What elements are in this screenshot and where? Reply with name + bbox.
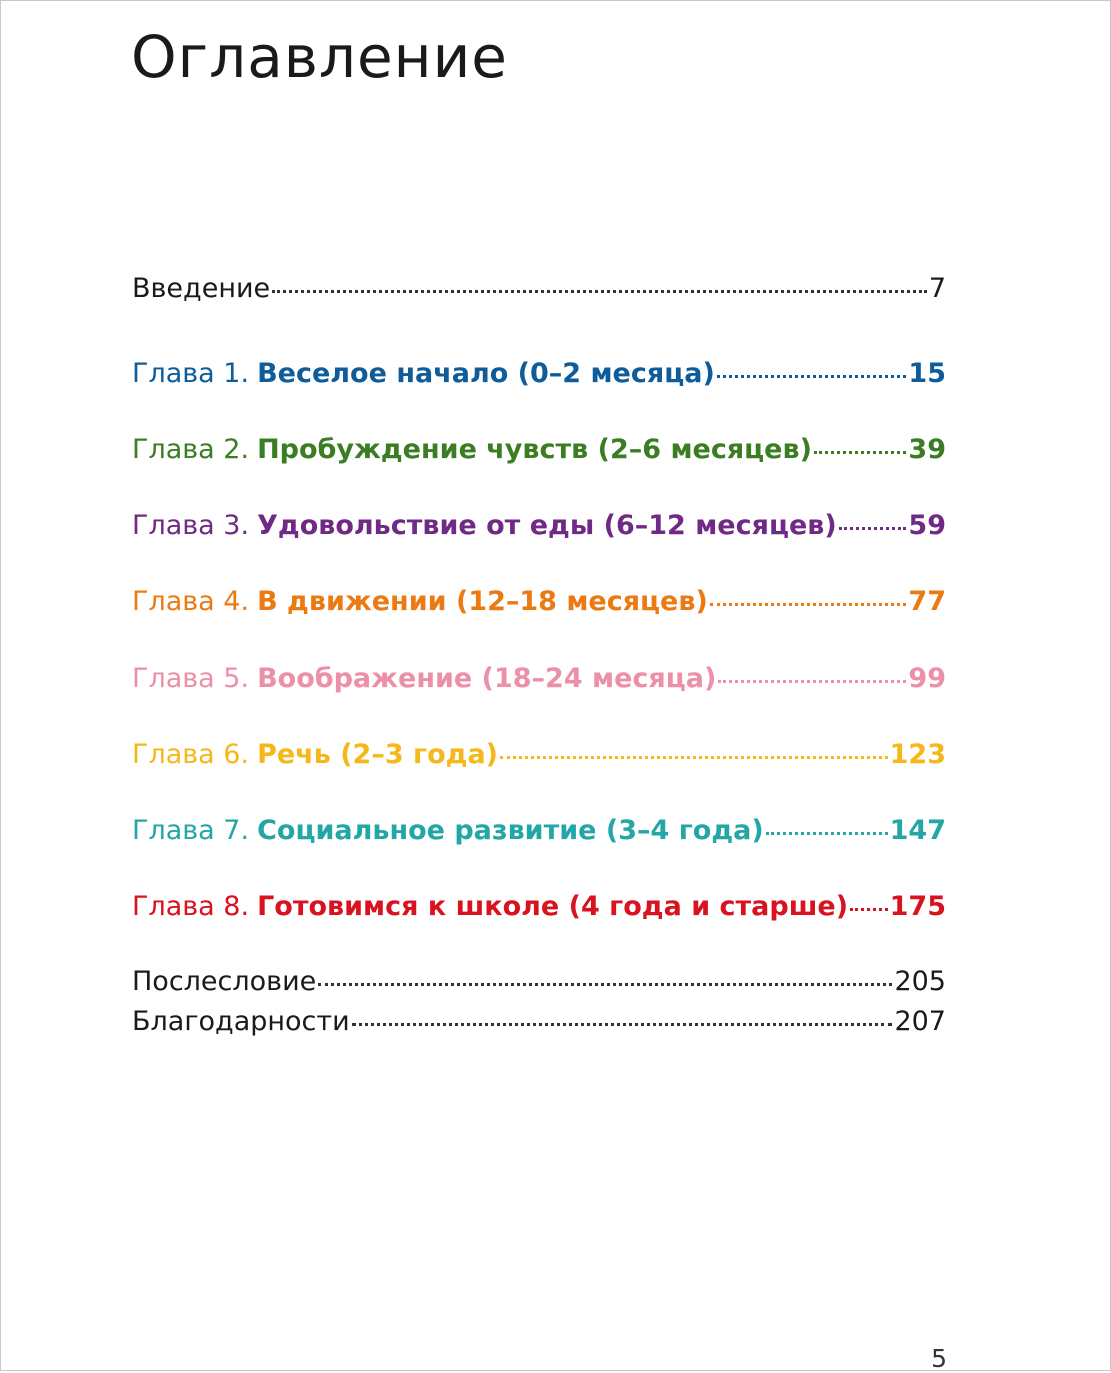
dot-leader: [500, 756, 888, 759]
chapter-number: Глава 6.: [132, 739, 250, 770]
toc-entry-afterword[interactable]: [132, 966, 946, 997]
page-title: Оглавление: [131, 23, 508, 91]
chapter-number: Глава 5.: [132, 663, 250, 694]
toc-entry-chapter-5[interactable]: [132, 663, 946, 694]
dot-leader: [352, 1023, 893, 1026]
toc-entry-chapter-3[interactable]: [132, 510, 946, 541]
toc-entry-page: 123: [889, 739, 946, 770]
chapter-title: Удовольствие от еды (6–12 месяцев): [257, 510, 837, 541]
dot-leader: [710, 603, 907, 606]
toc-entry-chapter-4[interactable]: [132, 586, 946, 617]
chapter-number: Глава 8.: [132, 891, 250, 922]
dot-leader: [850, 908, 888, 911]
chapter-title: Готовимся к школе (4 года и старше): [257, 891, 849, 922]
toc-entry-label: Благодарности: [132, 1006, 350, 1037]
dot-leader: [766, 832, 888, 835]
toc-entry-page: 15: [908, 358, 946, 389]
chapter-number: Глава 1.: [132, 358, 250, 389]
toc-entry-acknowledgements[interactable]: [132, 1006, 946, 1037]
toc-entry-page: 147: [889, 815, 946, 846]
chapter-number: Глава 3.: [132, 510, 250, 541]
dot-leader: [839, 527, 907, 530]
chapter-title: Социальное развитие (3–4 года): [257, 815, 764, 846]
chapter-number: Глава 7.: [132, 815, 250, 846]
dot-leader: [718, 680, 906, 683]
toc-entry-page: 59: [908, 510, 946, 541]
dot-leader: [814, 451, 906, 454]
toc-entry-label: Введение: [132, 273, 271, 304]
dot-leader: [318, 983, 892, 986]
dot-leader: [272, 290, 927, 293]
chapter-title: Речь (2–3 года): [257, 739, 499, 770]
toc-entry-chapter-2[interactable]: [132, 434, 946, 465]
chapter-number: Глава 4.: [132, 586, 250, 617]
chapter-title: Воображение (18–24 месяца): [257, 663, 717, 694]
toc-entry-page: 175: [889, 891, 946, 922]
toc-entry-introduction[interactable]: [132, 273, 946, 304]
toc-entry-page: 7: [928, 273, 946, 304]
toc-entry-page: 99: [908, 663, 946, 694]
chapter-title: В движении (12–18 месяцев): [257, 586, 708, 617]
chapter-number: Глава 2.: [132, 434, 250, 465]
toc-entry-page: 207: [894, 1006, 946, 1037]
toc-entry-chapter-6[interactable]: [132, 739, 946, 770]
toc-entry-chapter-7[interactable]: [132, 815, 946, 846]
page-number: 5: [931, 1344, 947, 1373]
toc-entry-chapter-1[interactable]: [132, 358, 946, 389]
chapter-title: Веселое начало (0–2 месяца): [257, 358, 715, 389]
toc-entry-chapter-8[interactable]: [132, 891, 946, 922]
toc-entry-page: 205: [894, 966, 946, 997]
chapter-title: Пробуждение чувств (2–6 месяцев): [257, 434, 812, 465]
toc-entry-page: 77: [908, 586, 946, 617]
toc-entry-page: 39: [908, 434, 946, 465]
dot-leader: [717, 375, 907, 378]
toc-entry-label: Послесловие: [132, 966, 317, 997]
